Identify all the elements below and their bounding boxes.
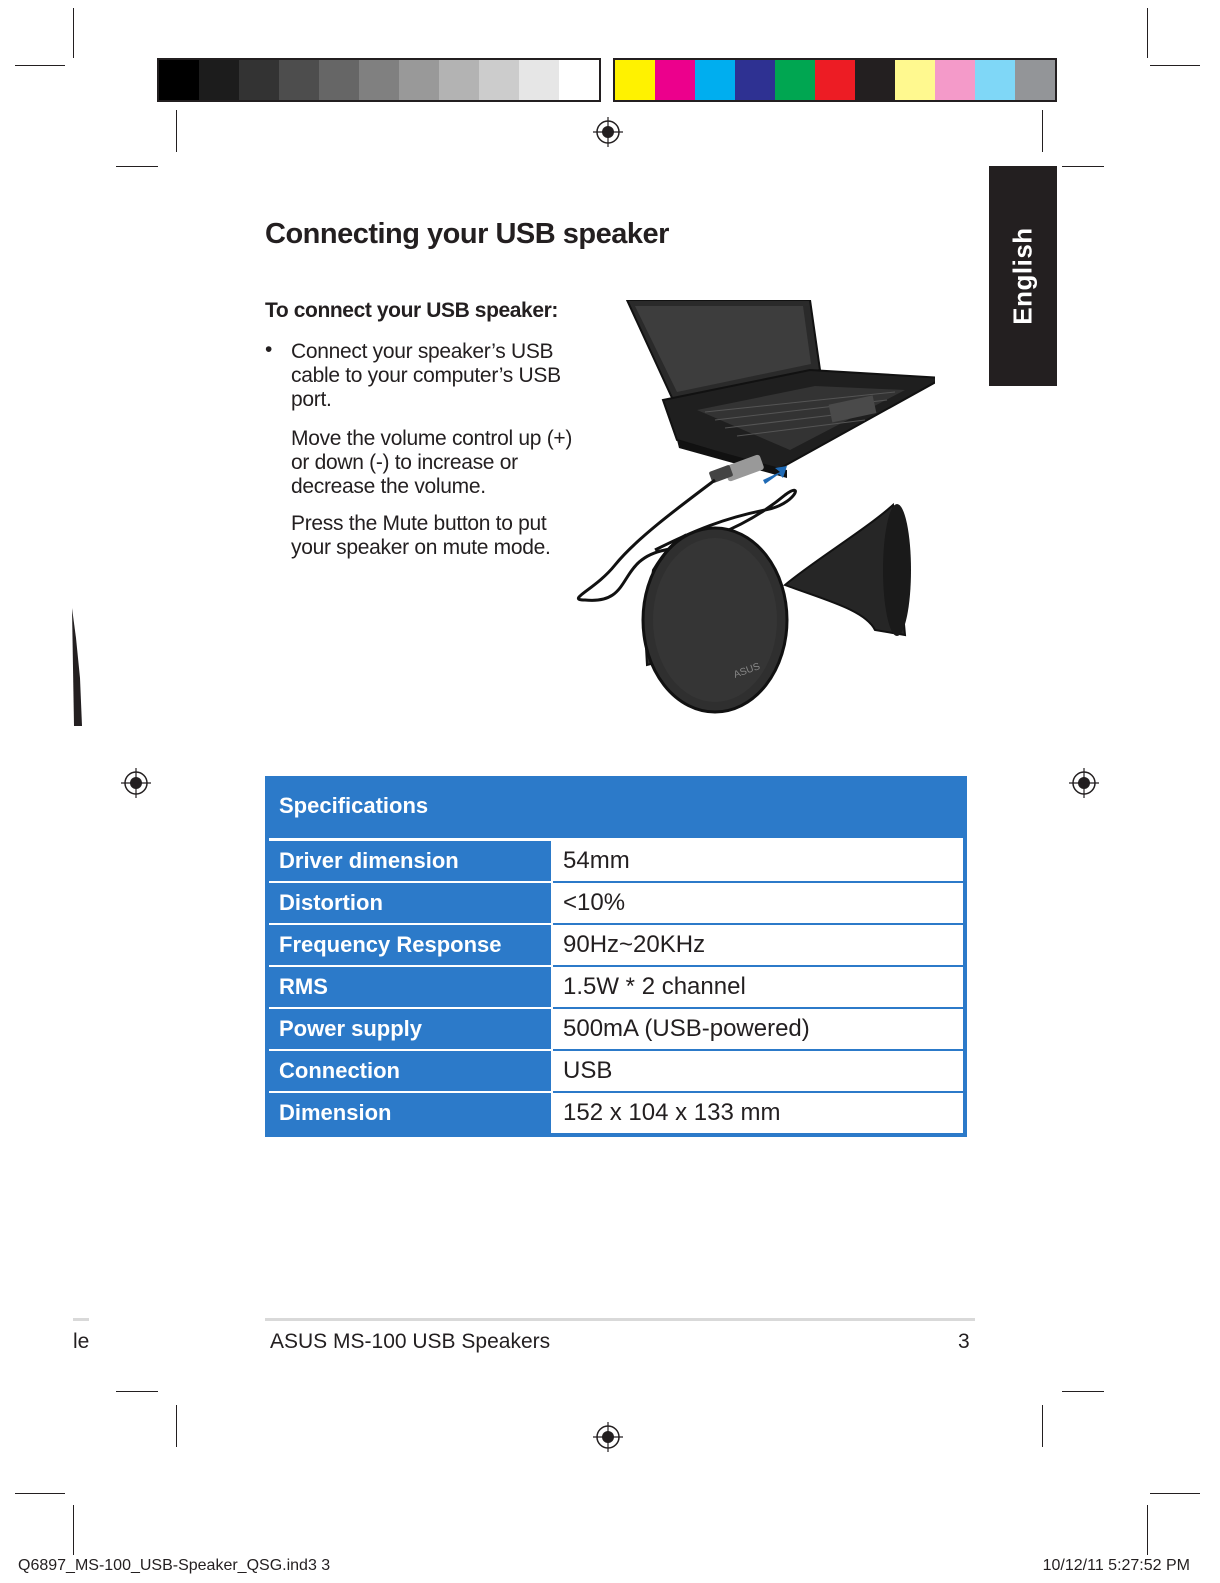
footer-product-name: ASUS MS-100 USB Speakers [270,1330,551,1353]
color-swatch [815,60,855,100]
color-swatch [695,60,735,100]
color-swatch [159,60,199,100]
speaker-brand-logo: ASUS [732,661,762,681]
color-swatch [359,60,399,100]
color-swatch [479,60,519,100]
laptop-speaker-illustration [575,300,935,720]
color-swatch [975,60,1015,100]
color-swatch [735,60,775,100]
spec-row [267,966,965,1008]
color-swatch [615,60,655,100]
facing-page-sliver [70,608,86,728]
print-slug-file: Q6897_MS-100_USB-Speaker_QSG.ind3 3 [18,1557,331,1574]
color-swatch [935,60,975,100]
spec-row [267,924,965,966]
color-swatch [655,60,695,100]
color-swatch [239,60,279,100]
language-tab-label: English [1007,227,1038,325]
spec-label: Distortion [267,882,552,924]
spec-label: Connection [267,1050,552,1092]
instruction-step: Connect your speaker’s USB cable to your computer’s USB port. [291,340,561,411]
spec-table-header: Specifications [267,778,965,840]
registration-mark-icon [593,117,623,147]
color-swatch [775,60,815,100]
spec-value: USB [552,1050,965,1092]
spec-row [267,882,965,924]
instruction-step: Move the volume control up (+) or down (-) to increase or decrease the volume. [291,427,573,498]
spec-label: RMS [267,966,552,1008]
color-swatch [855,60,895,100]
process-color-bar [613,58,1057,102]
footer-rule [265,1318,975,1321]
spec-row [267,1008,965,1050]
color-swatch [399,60,439,100]
color-swatch [279,60,319,100]
registration-mark-icon [1069,768,1099,798]
spec-row [267,840,965,883]
color-swatch [519,60,559,100]
bullet-marker: • [265,338,273,361]
language-tab [989,166,1057,386]
spec-value: 90Hz~20KHz [552,924,965,966]
footer-rule-left [73,1318,89,1321]
spec-value: 1.5W * 2 channel [552,966,965,1008]
print-slug-timestamp: 10/12/11 5:27:52 PM [1042,1557,1190,1574]
color-swatch [895,60,935,100]
color-swatch [319,60,359,100]
spec-label: Driver dimension [267,840,552,883]
specifications-table [265,776,967,1137]
spec-value: 500mA (USB-powered) [552,1008,965,1050]
spec-label: Frequency Response [267,924,552,966]
color-swatch [439,60,479,100]
spec-label: Dimension [267,1092,552,1135]
instructions-subtitle: To connect your USB speaker: [265,299,558,322]
spec-label: Power supply [267,1008,552,1050]
color-swatch [559,60,599,100]
spec-value: 152 x 104 x 133 mm [552,1092,965,1135]
instruction-step: Press the Mute button to put your speaker on mute mode. [291,512,551,559]
page-title: Connecting your USB speaker [265,218,669,250]
spec-row [267,1092,965,1135]
grayscale-color-bar [157,58,601,102]
footer-page-number: 3 [958,1330,970,1353]
color-swatch [1015,60,1055,100]
spec-value: 54mm [552,840,965,883]
spec-value: <10% [552,882,965,924]
registration-mark-icon [593,1422,623,1452]
facing-page-footer-fragment: le [73,1330,90,1353]
registration-mark-icon [121,768,151,798]
color-swatch [199,60,239,100]
spec-row [267,1050,965,1092]
